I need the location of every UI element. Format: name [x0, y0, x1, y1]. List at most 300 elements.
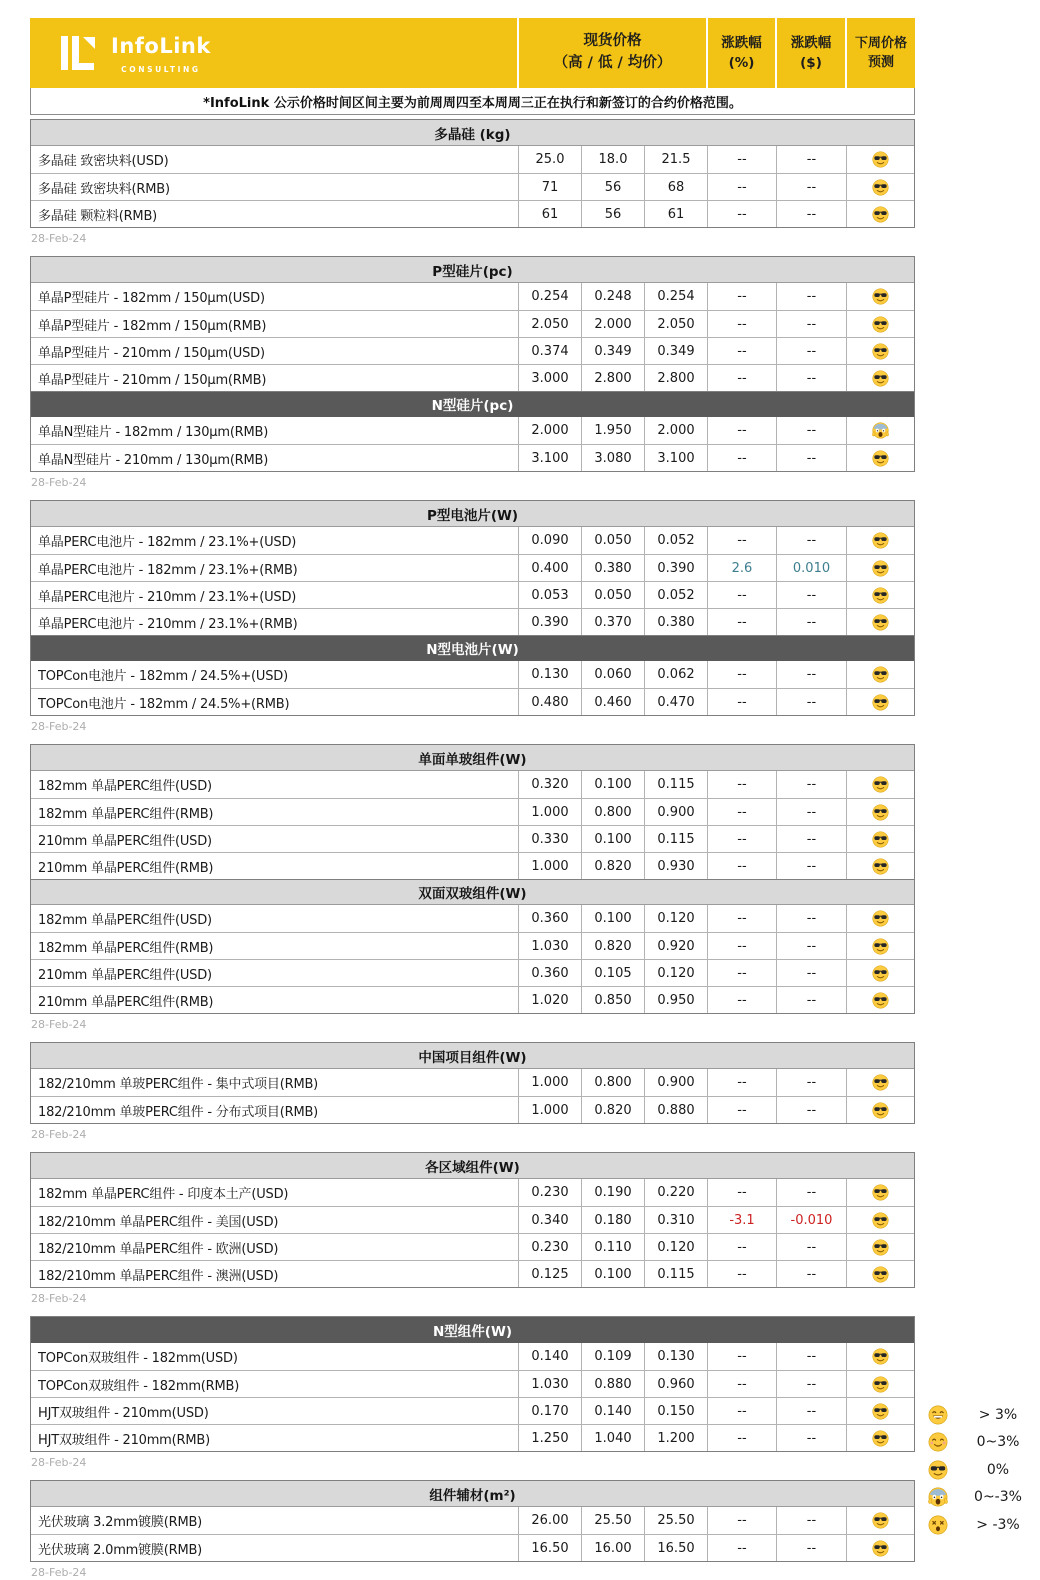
table-row — [31, 1534, 914, 1561]
table-row — [31, 1096, 914, 1123]
price-avg-cell: 0.960 — [644, 1371, 707, 1397]
product-name-cell: 单晶PERC电池片 - 182mm / 23.1%+(RMB) — [38, 562, 298, 578]
sunglasses-emoji-icon — [872, 1102, 889, 1119]
price-high-cell: 0.480 — [518, 689, 581, 715]
sunglasses-emoji-icon — [872, 179, 889, 196]
price-high-cell: 1.000 — [518, 1069, 581, 1096]
legend-emoji — [918, 1432, 958, 1452]
change-usd-cell: -- — [776, 582, 846, 608]
table-row — [31, 1343, 914, 1370]
change-usd-cell: -- — [776, 1507, 846, 1534]
change-pct-cell: -- — [707, 174, 776, 200]
sunglasses-emoji-icon — [872, 1239, 889, 1256]
price-avg-cell: 16.50 — [644, 1535, 707, 1561]
forecast-cell — [846, 799, 914, 825]
product-name-cell: 光伏玻璃 2.0mm镀膜(RMB) — [38, 1542, 203, 1558]
product-name-cell: 单晶P型硅片 - 210mm / 150µm(RMB) — [38, 372, 267, 388]
change-pct-cell: -- — [707, 853, 776, 879]
change-usd-cell: -- — [776, 445, 846, 471]
change-pct-cell: -- — [707, 905, 776, 932]
price-avg-cell: 61 — [644, 201, 707, 227]
block-date: 28-Feb-24 — [31, 476, 87, 489]
change-usd-cell: -- — [776, 201, 846, 227]
change-usd-cell: -- — [776, 799, 846, 825]
forecast-cell — [846, 987, 914, 1013]
legend-item — [918, 1401, 1038, 1429]
legend-label: 0~-3% — [974, 1489, 1022, 1506]
price-low-cell: 0.820 — [581, 933, 644, 959]
price-avg-cell: 0.349 — [644, 338, 707, 364]
product-name-cell: 182mm 单晶PERC组件(RMB) — [38, 940, 214, 956]
sunglasses-emoji-icon — [872, 776, 889, 793]
price-low-cell: 56 — [581, 174, 644, 200]
table-row — [31, 1424, 914, 1451]
block-date: 28-Feb-24 — [31, 720, 87, 733]
table-row — [31, 337, 914, 364]
price-low-cell: 0.800 — [581, 799, 644, 825]
forecast-cell — [846, 1097, 914, 1123]
forecast-cell — [846, 283, 914, 310]
price-low-cell: 0.370 — [581, 609, 644, 635]
legend-item — [918, 1456, 1038, 1484]
brand-name: InfoLink — [111, 33, 211, 58]
forecast-cell — [846, 311, 914, 337]
price-low-cell: 1.950 — [581, 417, 644, 444]
price-low-cell: 2.800 — [581, 365, 644, 391]
change-pct-cell: -- — [707, 1535, 776, 1561]
price-block — [30, 1316, 915, 1452]
price-high-cell: 0.340 — [518, 1207, 581, 1233]
change-pct-cell: -- — [707, 960, 776, 986]
table-row — [31, 417, 914, 444]
infolink-logo — [60, 31, 211, 76]
table-header — [30, 18, 915, 88]
price-low-cell: 18.0 — [581, 146, 644, 173]
change-pct-cell: -- — [707, 1069, 776, 1096]
price-low-cell: 16.00 — [581, 1535, 644, 1561]
block-date: 28-Feb-24 — [31, 1018, 87, 1031]
section-title: P型电池片(W) — [31, 501, 914, 527]
change-usd-cell: -- — [776, 853, 846, 879]
price-avg-cell: 2.800 — [644, 365, 707, 391]
forecast-cell — [846, 661, 914, 688]
forecast-cell — [846, 527, 914, 554]
price-high-cell: 71 — [518, 174, 581, 200]
sunglasses-emoji-icon — [872, 151, 889, 168]
sunglasses-emoji-icon — [872, 1376, 889, 1393]
price-low-cell: 0.050 — [581, 582, 644, 608]
product-name-cell: 182/210mm 单玻PERC组件 - 分布式项目(RMB) — [38, 1104, 319, 1120]
table-row — [31, 959, 914, 986]
price-high-cell: 1.000 — [518, 799, 581, 825]
block-date: 28-Feb-24 — [31, 1456, 87, 1469]
price-avg-cell: 0.115 — [644, 1261, 707, 1287]
change-usd-cell: -- — [776, 311, 846, 337]
price-low-cell: 0.820 — [581, 1097, 644, 1123]
table-row — [31, 310, 914, 337]
product-name-cell: 多晶硅 颗粒料(RMB) — [38, 208, 158, 224]
forecast-cell — [846, 445, 914, 471]
price-low-cell: 0.060 — [581, 661, 644, 688]
sunglasses-emoji-icon — [872, 965, 889, 982]
price-high-cell: 1.000 — [518, 853, 581, 879]
price-low-cell: 0.100 — [581, 826, 644, 852]
price-low-cell: 0.349 — [581, 338, 644, 364]
legend-emoji — [918, 1405, 958, 1425]
product-name-cell: TOPCon电池片 - 182mm / 24.5%+(RMB) — [38, 696, 290, 712]
price-avg-cell: 25.50 — [644, 1507, 707, 1534]
table-row — [31, 1069, 914, 1096]
change-pct-cell: -- — [707, 771, 776, 798]
product-name-cell: 182/210mm 单晶PERC组件 - 美国(USD) — [38, 1214, 279, 1230]
scream-emoji-icon — [928, 1487, 948, 1507]
sunglasses-emoji-icon — [872, 694, 889, 711]
price-avg-cell: 0.062 — [644, 661, 707, 688]
sunglasses-emoji-icon — [872, 992, 889, 1009]
price-low-cell: 0.248 — [581, 283, 644, 310]
price-avg-cell: 2.000 — [644, 417, 707, 444]
forecast-cell — [846, 146, 914, 173]
logo-text — [111, 31, 211, 76]
legend-label: 0% — [986, 1461, 1010, 1478]
forecast-cell — [846, 1179, 914, 1206]
sunglasses-emoji-icon — [872, 614, 889, 631]
change-pct-cell: -- — [707, 1507, 776, 1534]
price-avg-cell: 0.130 — [644, 1343, 707, 1370]
price-blocks — [30, 119, 915, 1579]
price-avg-cell: 0.390 — [644, 555, 707, 581]
forecast-cell — [846, 1069, 914, 1096]
price-high-cell: 0.125 — [518, 1261, 581, 1287]
section-title: N型硅片(pc) — [31, 391, 914, 417]
spot-price-header-line1: 现货价格 — [583, 33, 642, 50]
forecast-cell — [846, 609, 914, 635]
sunglasses-emoji-icon — [872, 666, 889, 683]
change-pct-cell: 2.6 — [707, 555, 776, 581]
price-high-cell: 61 — [518, 201, 581, 227]
product-name-cell: 182/210mm 单晶PERC组件 - 欧洲(USD) — [38, 1241, 279, 1257]
price-high-cell: 25.0 — [518, 146, 581, 173]
change-pct-cell: -- — [707, 661, 776, 688]
legend-emoji — [918, 1487, 958, 1507]
price-avg-cell: 2.050 — [644, 311, 707, 337]
price-low-cell: 0.100 — [581, 771, 644, 798]
logo-cell — [30, 18, 517, 88]
brand-subtitle: CONSULTING — [121, 65, 201, 75]
price-low-cell: 1.040 — [581, 1425, 644, 1451]
price-low-cell: 3.080 — [581, 445, 644, 471]
price-avg-cell: 1.200 — [644, 1425, 707, 1451]
sunglasses-emoji-icon — [872, 1184, 889, 1201]
product-name-cell: 多晶硅 致密块料(RMB) — [38, 181, 170, 197]
dizzy-emoji-icon — [928, 1515, 948, 1535]
price-avg-cell: 0.920 — [644, 933, 707, 959]
table-row — [31, 1233, 914, 1260]
change-pct-cell: -- — [707, 1179, 776, 1206]
product-name-cell: 单晶PERC电池片 - 210mm / 23.1%+(USD) — [38, 589, 297, 605]
price-high-cell: 0.254 — [518, 283, 581, 310]
product-name-cell: 210mm 单晶PERC组件(RMB) — [38, 994, 214, 1010]
change-usd-cell: 0.010 — [776, 555, 846, 581]
price-high-cell: 1.000 — [518, 1097, 581, 1123]
price-low-cell: 0.050 — [581, 527, 644, 554]
table-row — [31, 364, 914, 391]
change-usd-cell: -- — [776, 771, 846, 798]
price-avg-cell: 0.120 — [644, 1234, 707, 1260]
sunglasses-emoji-icon — [872, 938, 889, 955]
price-avg-cell: 0.880 — [644, 1097, 707, 1123]
product-name-cell: 182mm 单晶PERC组件(RMB) — [38, 806, 214, 822]
price-avg-cell: 0.310 — [644, 1207, 707, 1233]
change-pct-cell: -- — [707, 609, 776, 635]
price-high-cell: 0.400 — [518, 555, 581, 581]
table-row — [31, 581, 914, 608]
table-row — [31, 444, 914, 471]
sunglasses-emoji-icon — [928, 1460, 948, 1480]
product-name-cell: 182mm 单晶PERC组件 - 印度本土产(USD) — [38, 1187, 289, 1202]
price-high-cell: 0.140 — [518, 1343, 581, 1370]
forecast-cell — [846, 174, 914, 200]
change-pct-cell: -- — [707, 1343, 776, 1370]
product-name-cell: TOPCon电池片 - 182mm / 24.5%+(USD) — [38, 669, 288, 684]
change-pct-header — [706, 18, 775, 88]
change-pct-cell: -- — [707, 987, 776, 1013]
forecast-header-line2: 预测 — [867, 55, 894, 70]
change-usd-cell: -- — [776, 174, 846, 200]
legend-emoji — [918, 1515, 958, 1535]
spot-price-header-line2: （高 / 低 / 均价） — [553, 55, 672, 71]
price-low-cell: 56 — [581, 201, 644, 227]
change-pct-cell: -- — [707, 582, 776, 608]
product-name-cell: 182/210mm 单玻PERC组件 - 集中式项目(RMB) — [38, 1077, 319, 1092]
forecast-header — [845, 18, 915, 88]
price-high-cell: 0.053 — [518, 582, 581, 608]
change-usd-cell: -- — [776, 283, 846, 310]
price-avg-cell: 0.950 — [644, 987, 707, 1013]
table-row — [31, 1507, 914, 1534]
change-pct-header-line2: (%) — [728, 55, 755, 71]
price-low-cell: 0.460 — [581, 689, 644, 715]
change-usd-cell: -- — [776, 1261, 846, 1287]
sunglasses-emoji-icon — [872, 1430, 889, 1447]
grin-emoji-icon — [928, 1405, 948, 1425]
forecast-cell — [846, 201, 914, 227]
change-usd-cell: -- — [776, 1097, 846, 1123]
change-usd-cell: -- — [776, 1425, 846, 1451]
price-high-cell: 3.000 — [518, 365, 581, 391]
price-avg-cell: 0.930 — [644, 853, 707, 879]
table-row — [31, 608, 914, 635]
change-usd-cell: -- — [776, 1179, 846, 1206]
change-usd-cell: -- — [776, 609, 846, 635]
forecast-legend — [918, 1401, 1038, 1539]
sunglasses-emoji-icon — [872, 560, 889, 577]
forecast-cell — [846, 1425, 914, 1451]
table-row — [31, 932, 914, 959]
product-name-cell: HJT双玻组件 - 210mm(USD) — [38, 1405, 209, 1421]
forecast-cell — [846, 338, 914, 364]
sunglasses-emoji-icon — [872, 1266, 889, 1283]
forecast-cell — [846, 417, 914, 444]
note-row: *InfoLink 公示价格时间区间主要为前周周四至本周周三正在执行和新签订的合约价格范围。 — [30, 88, 915, 115]
forecast-cell — [846, 365, 914, 391]
forecast-cell — [846, 1343, 914, 1370]
change-pct-cell: -- — [707, 1425, 776, 1451]
change-usd-cell: -- — [776, 661, 846, 688]
forecast-cell — [846, 771, 914, 798]
price-avg-cell: 0.900 — [644, 799, 707, 825]
product-name-cell: 多晶硅 致密块料(USD) — [38, 154, 169, 169]
price-low-cell: 0.820 — [581, 853, 644, 879]
forecast-cell — [846, 555, 914, 581]
change-usd-cell: -- — [776, 960, 846, 986]
change-pct-cell: -- — [707, 826, 776, 852]
price-low-cell: 0.800 — [581, 1069, 644, 1096]
table-row — [31, 905, 914, 932]
price-low-cell: 0.110 — [581, 1234, 644, 1260]
change-usd-cell: -- — [776, 527, 846, 554]
price-high-cell: 0.374 — [518, 338, 581, 364]
price-avg-cell: 0.380 — [644, 609, 707, 635]
table-row — [31, 527, 914, 554]
sunglasses-emoji-icon — [872, 1074, 889, 1091]
price-low-cell: 0.100 — [581, 905, 644, 932]
product-name-cell: 182/210mm 单晶PERC组件 - 澳洲(USD) — [38, 1268, 279, 1284]
product-name-cell: 单晶N型硅片 - 182mm / 130µm(RMB) — [38, 425, 269, 440]
sunglasses-emoji-icon — [872, 450, 889, 467]
change-usd-header-line1: 涨跌幅 — [790, 34, 832, 51]
change-usd-cell: -- — [776, 905, 846, 932]
section-title: 中国项目组件(W) — [31, 1043, 914, 1069]
product-name-cell: 182mm 单晶PERC组件(USD) — [38, 779, 212, 794]
legend-item — [918, 1484, 1038, 1512]
block-date: 28-Feb-24 — [31, 1128, 87, 1141]
change-pct-cell: -- — [707, 311, 776, 337]
sunglasses-emoji-icon — [872, 1512, 889, 1529]
forecast-cell — [846, 933, 914, 959]
legend-label: > 3% — [978, 1406, 1018, 1423]
table-row — [31, 1179, 914, 1206]
price-high-cell: 0.170 — [518, 1398, 581, 1424]
change-usd-cell: -- — [776, 1343, 846, 1370]
product-name-cell: 光伏玻璃 3.2mm镀膜(RMB) — [38, 1515, 203, 1530]
price-low-cell: 0.109 — [581, 1343, 644, 1370]
change-pct-cell: -- — [707, 1398, 776, 1424]
change-pct-cell: -- — [707, 799, 776, 825]
spot-price-header — [517, 18, 706, 88]
change-usd-cell: -- — [776, 1234, 846, 1260]
sunglasses-emoji-icon — [872, 1348, 889, 1365]
change-usd-header — [775, 18, 845, 88]
price-block — [30, 744, 915, 1014]
price-high-cell: 1.250 — [518, 1425, 581, 1451]
table-row — [31, 986, 914, 1013]
price-avg-cell: 0.115 — [644, 771, 707, 798]
table-row — [31, 173, 914, 200]
forecast-header-line1: 下周价格 — [854, 35, 907, 51]
product-name-cell: HJT双玻组件 - 210mm(RMB) — [38, 1432, 210, 1448]
price-high-cell: 1.030 — [518, 1371, 581, 1397]
product-name-cell: 单晶P型硅片 - 182mm / 150µm(USD) — [38, 291, 265, 306]
change-usd-cell: -- — [776, 417, 846, 444]
change-usd-cell: -- — [776, 826, 846, 852]
price-high-cell: 3.100 — [518, 445, 581, 471]
table-row — [31, 1260, 914, 1287]
change-usd-cell: -- — [776, 338, 846, 364]
price-avg-cell: 0.052 — [644, 582, 707, 608]
forecast-cell — [846, 1207, 914, 1233]
price-block — [30, 500, 915, 716]
change-pct-cell: -- — [707, 1097, 776, 1123]
change-usd-cell: -- — [776, 1069, 846, 1096]
table-row — [31, 146, 914, 173]
price-avg-cell: 21.5 — [644, 146, 707, 173]
sunglasses-emoji-icon — [872, 316, 889, 333]
price-high-cell: 0.330 — [518, 826, 581, 852]
change-pct-cell: -- — [707, 1371, 776, 1397]
sunglasses-emoji-icon — [872, 532, 889, 549]
product-name-cell: 单晶PERC电池片 - 210mm / 23.1%+(RMB) — [38, 616, 298, 632]
price-avg-cell: 0.115 — [644, 826, 707, 852]
change-usd-cell: -- — [776, 689, 846, 715]
sunglasses-emoji-icon — [872, 1212, 889, 1229]
price-avg-cell: 0.052 — [644, 527, 707, 554]
change-usd-cell: -- — [776, 1535, 846, 1561]
section-title: 双面双玻组件(W) — [31, 879, 914, 905]
price-low-cell: 25.50 — [581, 1507, 644, 1534]
product-name-cell: 210mm 单晶PERC组件(USD) — [38, 967, 212, 983]
price-avg-cell: 0.254 — [644, 283, 707, 310]
block-date: 28-Feb-24 — [31, 1566, 87, 1579]
price-low-cell: 0.880 — [581, 1371, 644, 1397]
sunglasses-emoji-icon — [872, 343, 889, 360]
sunglasses-emoji-icon — [872, 804, 889, 821]
infolink-logo-icon — [60, 34, 100, 72]
price-low-cell: 0.180 — [581, 1207, 644, 1233]
block-date: 28-Feb-24 — [31, 232, 87, 245]
price-low-cell: 0.140 — [581, 1398, 644, 1424]
price-avg-cell: 3.100 — [644, 445, 707, 471]
sunglasses-emoji-icon — [872, 1403, 889, 1420]
change-usd-cell: -- — [776, 365, 846, 391]
table-row — [31, 200, 914, 227]
table-row — [31, 1397, 914, 1424]
legend-label: > -3% — [976, 1516, 1020, 1533]
legend-emoji — [918, 1460, 958, 1480]
forecast-cell — [846, 1261, 914, 1287]
change-pct-cell: -- — [707, 283, 776, 310]
price-block — [30, 256, 915, 472]
price-low-cell: 0.105 — [581, 960, 644, 986]
price-low-cell: 0.850 — [581, 987, 644, 1013]
sunglasses-emoji-icon — [872, 288, 889, 305]
change-usd-cell: -0.010 — [776, 1207, 846, 1233]
change-pct-cell: -- — [707, 1234, 776, 1260]
forecast-cell — [846, 826, 914, 852]
forecast-cell — [846, 1234, 914, 1260]
price-high-cell: 16.50 — [518, 1535, 581, 1561]
change-usd-header-line2: ($) — [800, 55, 822, 71]
price-low-cell: 0.190 — [581, 1179, 644, 1206]
section-title: 单面单玻组件(W) — [31, 745, 914, 771]
change-usd-cell: -- — [776, 1371, 846, 1397]
price-high-cell: 0.360 — [518, 960, 581, 986]
sunglasses-emoji-icon — [872, 370, 889, 387]
price-low-cell: 0.100 — [581, 1261, 644, 1287]
price-high-cell: 2.000 — [518, 417, 581, 444]
section-title: 多晶硅 (kg) — [31, 120, 914, 146]
legend-item — [918, 1429, 1038, 1457]
